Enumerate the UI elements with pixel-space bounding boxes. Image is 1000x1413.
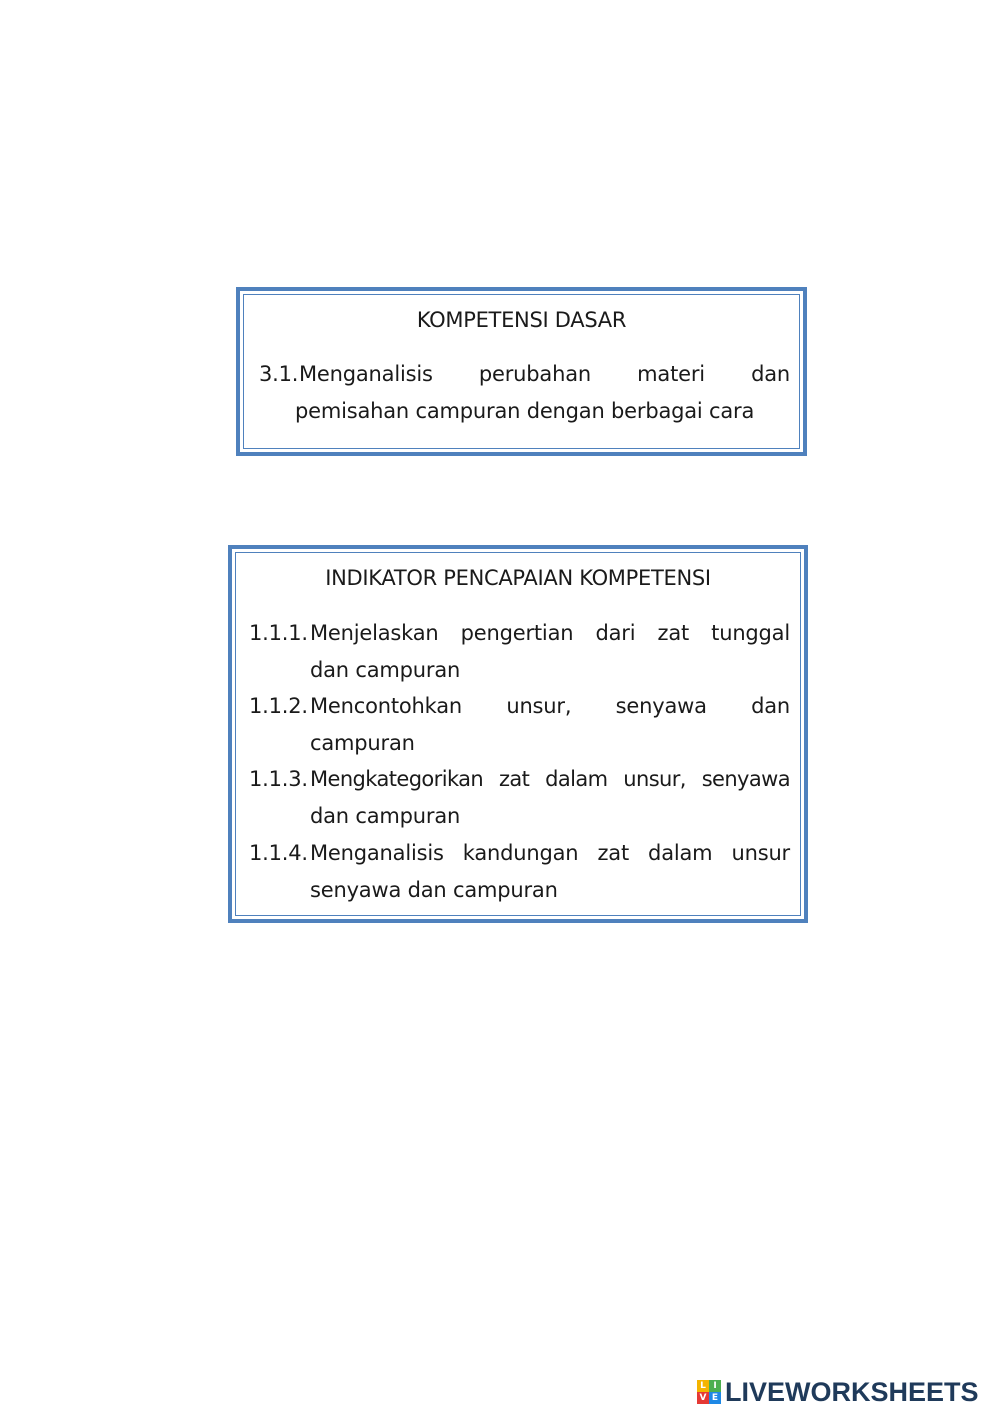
indikator-box bbox=[228, 545, 808, 923]
entry-number: 1.1.1. bbox=[249, 621, 308, 645]
logo-letter-e: E bbox=[709, 1392, 721, 1404]
logo-letter-i: I bbox=[709, 1380, 721, 1392]
entry-text-line-2: campuran bbox=[310, 731, 415, 755]
kompetensi-dasar-entry bbox=[259, 356, 790, 430]
entry-text bbox=[295, 356, 790, 430]
entry-text bbox=[310, 615, 790, 689]
indikator-entry-4 bbox=[249, 835, 790, 909]
entry-text-line-2: senyawa dan campuran bbox=[310, 878, 558, 902]
kompetensi-dasar-title: KOMPETENSI DASAR bbox=[416, 308, 627, 332]
indikator-entry-1 bbox=[249, 615, 790, 689]
entry-text-line-2: dan campuran bbox=[310, 804, 461, 828]
entry-number: 3.1. bbox=[259, 362, 299, 386]
kompetensi-dasar-box bbox=[236, 287, 807, 456]
entry-text-line-1: Menganalisis perubahan materi dan bbox=[299, 362, 790, 386]
entry-text bbox=[310, 688, 790, 762]
liveworksheets-brand bbox=[697, 1375, 979, 1409]
entry-number: 1.1.3. bbox=[249, 767, 308, 791]
entry-text-line-1: Mengkategorikan zat dalam unsur, senyawa bbox=[310, 767, 790, 791]
entry-number: 1.1.2. bbox=[249, 694, 308, 718]
entry-text-line-2: pemisahan campuran dengan berbagai cara bbox=[295, 399, 755, 423]
entry-number: 1.1.4. bbox=[249, 841, 308, 865]
entry-text bbox=[310, 835, 790, 909]
entry-text bbox=[310, 761, 790, 835]
liveworksheets-logo-icon bbox=[697, 1380, 721, 1404]
entry-text-line-1: Mencontohkan unsur, senyawa dan bbox=[310, 694, 790, 718]
indikator-entry-2 bbox=[249, 688, 790, 762]
indikator-entry-3 bbox=[249, 761, 790, 835]
indikator-title: INDIKATOR PENCAPAIAN KOMPETENSI bbox=[325, 566, 711, 590]
entry-text-line-1: Menjelaskan pengertian dari zat tunggal bbox=[310, 621, 790, 645]
entry-text-line-2: dan campuran bbox=[310, 658, 461, 682]
logo-letter-l: L bbox=[697, 1380, 709, 1392]
liveworksheets-wordmark: LIVEWORKSHEETS bbox=[725, 1376, 979, 1407]
logo-letter-v: V bbox=[697, 1392, 709, 1404]
entry-text-line-1: Menganalisis kandungan zat dalam unsur bbox=[310, 841, 790, 865]
